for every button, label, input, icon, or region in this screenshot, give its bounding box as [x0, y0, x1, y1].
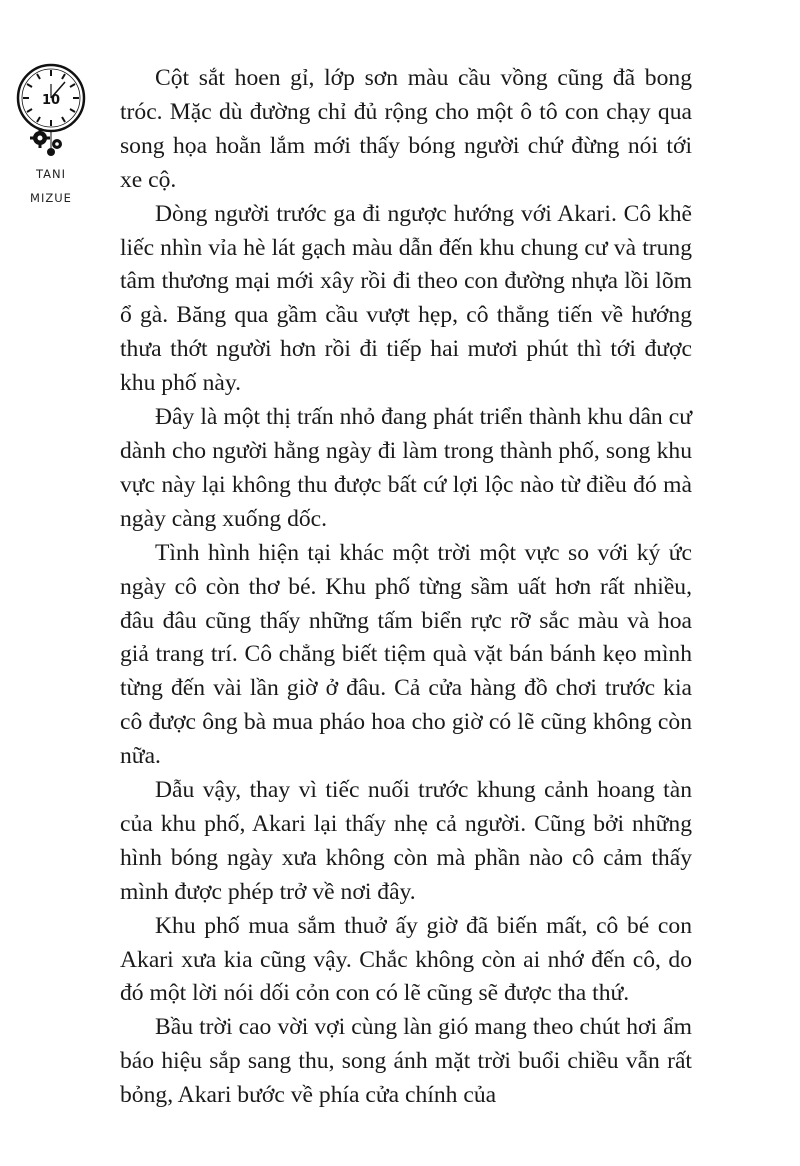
body-text [120, 62, 692, 1113]
author-name-line-2: MIZUE [30, 191, 72, 205]
paragraph: Tình hình hiện tại khác một trời một vực so với ký ức ngày cô còn thơ bé. Khu phố từng sầm uất hơn rất nhiều, đâu đâu cũng thấy những tấm biển rực rỡ sắc màu và hoa giả trang trí. Cô chẳng biết tiệm quà vặt bán bánh kẹo mình từng đến vài lần giờ ở đâu. Cả cửa hàng đồ chơi trước kia cô được ông bà mua pháo hoa cho giờ có lẽ cũng không còn nữa. [120, 539, 692, 770]
page-number: 10 [41, 93, 61, 108]
author-name-line-1: TANI [36, 167, 66, 181]
clock-ornament [10, 62, 92, 162]
paragraph: Bầu trời cao vời vợi cùng làn gió mang theo chút hơi ẩm báo hiệu sắp sang thu, song ánh mặt trời buổi chiều vẫn rất bỏng, Akari bước về phía cửa chính của [120, 1014, 692, 1109]
paragraph: Dòng người trước ga đi ngược hướng với Akari. Cô khẽ liếc nhìn vỉa hè lát gạch màu dẫn đến khu chung cư và trung tâm thương mại mới xây rồi đi theo con đường nhựa lồi lõm ổ gà. Băng qua gầm cầu vượt hẹp, cô thẳng tiến về hướng thưa thớt người hơn rồi đi tiếp hai mươi phút thì tới được khu phố này. [120, 200, 692, 397]
paragraph: Khu phố mua sắm thuở ấy giờ đã biến mất, cô bé con Akari xưa kia cũng vậy. Chắc không còn ai nhớ đến cô, do đó một lời nói dối cỏn con có lẽ cũng sẽ được tha thứ. [120, 912, 692, 1007]
paragraph: Cột sắt hoen gỉ, lớp sơn màu cầu vồng cũng đã bong tróc. Mặc dù đường chỉ đủ rộng cho một ô tô con chạy qua song họa hoằn lắm mới thấy bóng người chứ đừng nói tới xe cộ. [120, 65, 692, 193]
paragraph: Dẫu vậy, thay vì tiếc nuối trước khung cảnh hoang tàn của khu phố, Akari lại thấy nhẹ cả người. Cũng bởi những hình bóng ngày xưa không còn mà phần nào cô cảm thấy mình được phép trở về nơi đây. [120, 777, 692, 905]
paragraph: Đây là một thị trấn nhỏ đang phát triển thành khu dân cư dành cho người hằng ngày đi làm trong thành phố, song khu vực này lại không thu được bất cứ lợi lộc nào từ điều đó mà ngày càng xuống dốc. [120, 404, 692, 532]
pendulum-bob [47, 148, 55, 156]
page-header-margin [10, 62, 92, 210]
clock-with-gears-icon [10, 62, 92, 162]
